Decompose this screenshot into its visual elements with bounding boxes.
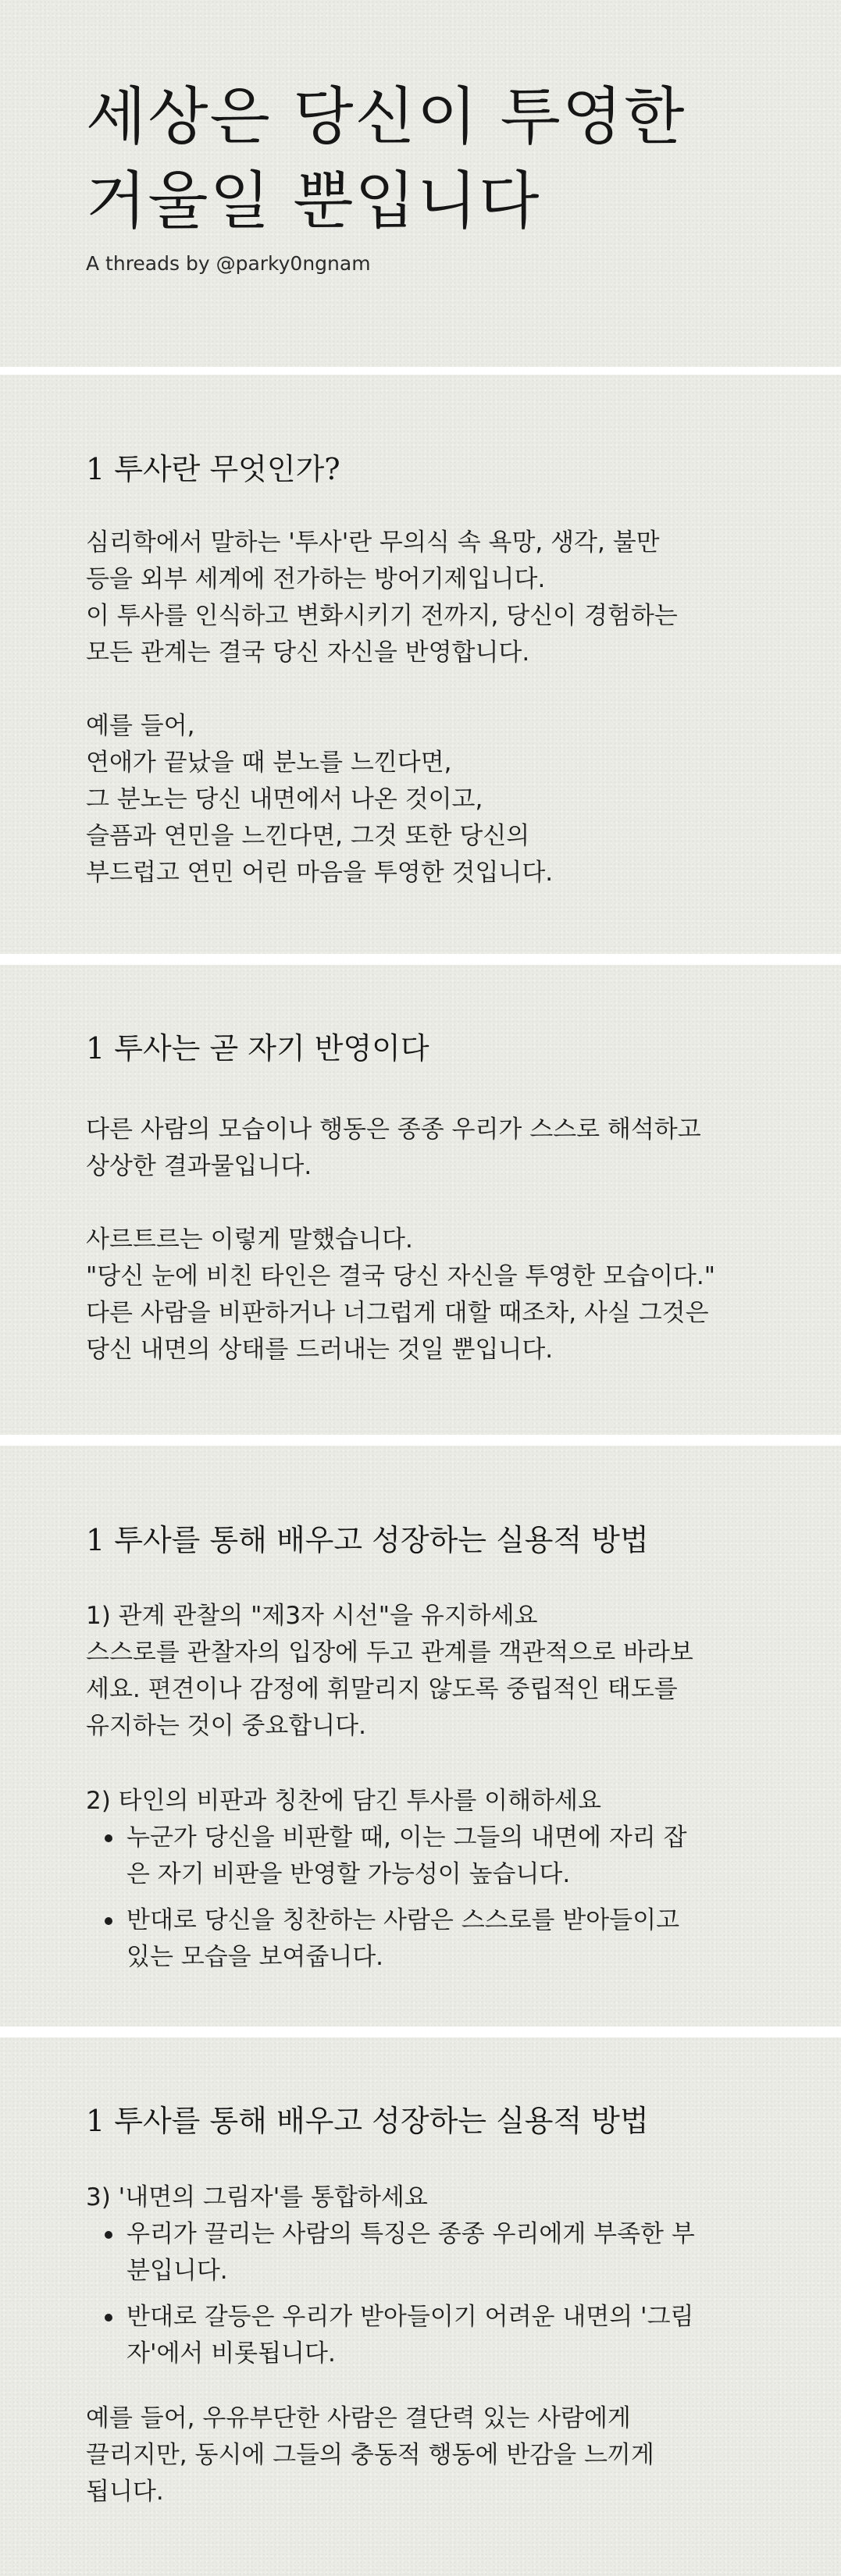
text-line: 그 분노는 당신 내면에서 나온 것이고, — [86, 785, 483, 813]
section-heading: 1 투사를 통해 배우고 성장하는 실용적 방법 — [86, 1523, 649, 1557]
paragraph — [86, 708, 773, 891]
section-heading: 1 투사란 무엇인가? — [86, 452, 340, 486]
text-line: "당신 눈에 비친 타인은 결국 당신 자신을 투영한 모습이다." — [86, 1262, 715, 1290]
method-subheading: 2) 타인의 비판과 칭찬에 담긴 투사를 이해하세요 — [86, 1787, 601, 1815]
bullet-icon — [105, 2314, 112, 2322]
bullet-icon — [105, 1917, 112, 1925]
section-card-3 — [0, 1446, 841, 2026]
section-card-1 — [0, 375, 841, 954]
list-item — [86, 1820, 773, 1893]
bullet-icon — [105, 2231, 112, 2239]
text-line: 당신 내면의 상태를 드러내는 것일 뿐입니다. — [86, 1336, 554, 1364]
text-line: 은 자기 비판을 반영할 가능성이 높습니다. — [127, 1860, 571, 1888]
text-line: 모든 관계는 결국 당신 자신을 반영합니다. — [86, 639, 530, 667]
text-line: 슬픔과 연민을 느낀다면, 그것 또한 당신의 — [86, 822, 530, 850]
list-item — [86, 2216, 773, 2290]
method-subheading: 1) 관계 관찰의 "제3자 시선"을 유지하세요 — [86, 1602, 538, 1630]
text-line: 상상한 결과물입니다. — [86, 1152, 312, 1180]
paragraph — [86, 1635, 773, 1745]
section-heading: 1 투사를 통해 배우고 성장하는 실용적 방법 — [86, 2104, 649, 2138]
bullet-list — [86, 2216, 773, 2382]
list-item — [86, 2299, 773, 2372]
text-line: 연애가 끝났을 때 분노를 느낀다면, — [86, 749, 452, 777]
paragraph — [86, 1222, 773, 1368]
byline: A threads by @parky0ngnam — [86, 252, 371, 275]
title-line-1: 세상은 당신이 투영한 — [86, 80, 686, 153]
section-card-4 — [0, 2037, 841, 2576]
list-item — [86, 1902, 773, 1976]
text-line: 유지하는 것이 중요합니다. — [86, 1712, 366, 1740]
text-line: 반대로 당신을 칭찬하는 사람은 스스로를 받아들이고 — [127, 1906, 680, 1934]
text-line: 등을 외부 세계에 전가하는 방어기제입니다. — [86, 565, 546, 593]
text-line: 심리학에서 말하는 '투사'란 무의식 속 욕망, 생각, 불만 — [86, 528, 660, 557]
text-line: 있는 모습을 보여줍니다. — [127, 1943, 384, 1971]
text-line: 자'에서 비롯됩니다. — [127, 2339, 336, 2368]
cover-card — [0, 0, 841, 367]
bullet-icon — [105, 1834, 112, 1842]
text-line: 사르트르는 이렇게 말했습니다. — [86, 1226, 413, 1254]
section-card-2 — [0, 965, 841, 1435]
text-line: 우리가 끌리는 사람의 특징은 종종 우리에게 부족한 부 — [127, 2220, 695, 2248]
method-subheading: 3) '내면의 그림자'를 통합하세요 — [86, 2183, 428, 2211]
text-line: 됩니다. — [86, 2478, 164, 2506]
text-line: 부드럽고 연민 어린 마음을 투영한 것입니다. — [86, 859, 554, 887]
text-line: 누군가 당신을 비판할 때, 이는 그들의 내면에 자리 잡 — [127, 1823, 687, 1852]
bullet-list — [86, 1820, 773, 1985]
title-line-2: 거울일 뿐입니다 — [86, 165, 541, 237]
text-line: 다른 사람을 비판하거나 너그럽게 대할 때조차, 사실 그것은 — [86, 1299, 709, 1327]
paragraph — [86, 525, 773, 671]
paragraph — [86, 2400, 773, 2510]
text-line: 스스로를 관찰자의 입장에 두고 관계를 객관적으로 바라보 — [86, 1638, 693, 1667]
text-line: 분입니다. — [127, 2257, 228, 2285]
text-line: 끌리지만, 동시에 그들의 충동적 행동에 반감을 느끼게 — [86, 2441, 654, 2469]
text-line: 다른 사람의 모습이나 행동은 종종 우리가 스스로 해석하고 — [86, 1115, 701, 1144]
paragraph — [86, 1112, 773, 1185]
text-line: 이 투사를 인식하고 변화시키기 전까지, 당신이 경험하는 — [86, 602, 678, 630]
text-line: 예를 들어, 우유부단한 사람은 결단력 있는 사람에게 — [86, 2404, 631, 2432]
text-line: 예를 들어, — [86, 712, 195, 740]
text-line: 반대로 갈등은 우리가 받아들이기 어려운 내면의 '그림 — [127, 2303, 694, 2331]
text-line: 세요. 편견이나 감정에 휘말리지 않도록 중립적인 태도를 — [86, 1675, 678, 1703]
section-heading: 1 투사는 곧 자기 반영이다 — [86, 1031, 429, 1066]
